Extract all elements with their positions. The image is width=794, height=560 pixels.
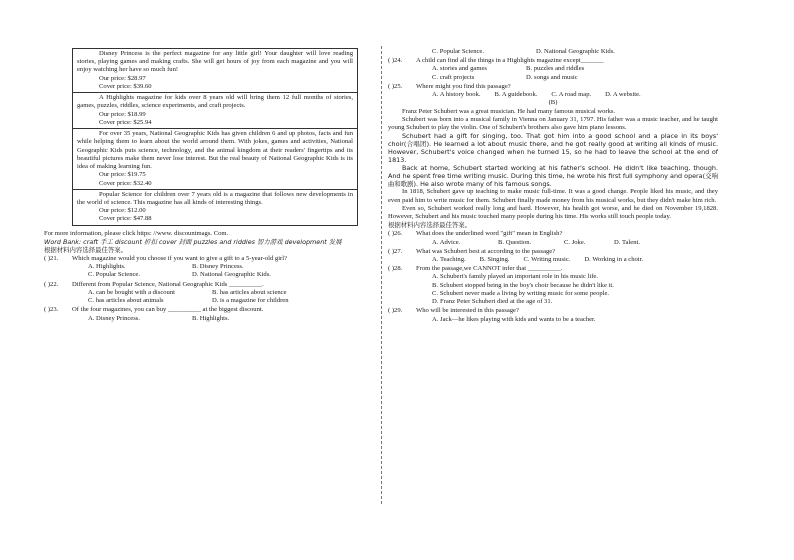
passage-b-label: (B): [548, 99, 558, 107]
cover-price: Cover price: $39.60: [99, 82, 152, 90]
question-number: ( )22.: [44, 280, 59, 288]
more-info: For more information, please click https: //www. discountmags. Com.: [44, 229, 229, 237]
option-c: C. Popular Science.: [432, 48, 485, 55]
instruction-b: 根据材料内容选择最佳答案。: [388, 221, 472, 230]
our-price: Our price: $28.97: [99, 74, 146, 82]
question-text: Where might you find this passage?: [416, 82, 511, 90]
question-number: ( )25.: [388, 82, 403, 90]
option-b: B. Disney Princess.: [192, 263, 244, 271]
left-column: [44, 48, 374, 323]
option-a: A. Advice.: [432, 238, 461, 246]
passage-paragraph: In 1818, Schubert gave up teaching to make music full-time. It was a good change. People liked his music, and they even paid him to write music for them. Schubert finally made money from his musical works, but they didn't make him rich.: [388, 188, 718, 204]
option-d: D. songs and music: [526, 73, 578, 81]
option-d: D. is a magazine for children: [212, 297, 289, 305]
option-c: C. Schubert never made a living by writing music for some people.: [432, 289, 610, 297]
question-text: Which magazine would you choose if you want to give a gift to a 5-year-old girl?: [72, 254, 288, 262]
option-d: D. National Geographic Kids.: [192, 271, 271, 279]
question-text: What was Schubert best at according to the passage?: [416, 247, 556, 255]
option-b: B. Singing.: [479, 255, 510, 263]
option-a: A. Highlights.: [88, 263, 126, 271]
column-divider: [381, 46, 382, 504]
option-b: B. puzzles and riddles: [526, 65, 585, 73]
option-c: C. A road map.: [551, 91, 592, 99]
question-number: ( )23.: [44, 306, 59, 314]
ad-popular-science: [73, 190, 357, 225]
passage-paragraph: Franz Peter Schubert was a great musician. He had many famous musical works.: [402, 107, 616, 115]
question-27: [388, 248, 718, 264]
option-b: B. Question.: [498, 238, 532, 246]
cover-price: Cover price: $32.40: [99, 179, 152, 187]
question-number: ( )29.: [388, 307, 403, 315]
magazine-ads-table: [72, 48, 358, 226]
ad-text: Popular Science for children over 7 years old is a magazine that follows new developments in the world of science. This magazine has all kinds of interesting things.: [77, 190, 353, 206]
option-a: A. can be bought with a discount: [88, 288, 175, 296]
option-c: C. Popular Science.: [88, 271, 141, 279]
option-a: A. Disney Princess.: [88, 314, 141, 322]
question-text: What does the underlined word "gift" mean in English?: [416, 230, 563, 238]
option-d: D. National Geographic Kids.: [536, 48, 615, 55]
our-price: Our price: $18.99: [99, 110, 146, 118]
question-22: [44, 281, 374, 306]
ad-disney: [73, 49, 357, 93]
instruction: 根据材料内容选择最佳答案。: [44, 245, 128, 254]
option-d: D. Working in a choir.: [584, 255, 644, 263]
option-b: B. A guidebook.: [494, 91, 538, 99]
question-text: Different from Popular Science, National Geographic Kids __________.: [72, 280, 264, 288]
question-text: A child can find all the things in a Highlights magazine except_______: [416, 57, 604, 65]
question-number: ( )24.: [388, 57, 403, 65]
option-a: A. Jack—he likes playing with kids and wants to be a teacher.: [432, 315, 596, 323]
option-d: D. Franz Peter Schubert died at the age of 31.: [432, 298, 553, 306]
passage-paragraph: Even so, Schubert worked really long and hard. However, his health got worse, and he died on November 19,1828. However, Schubert and his music touched many people during his time. His works still touch people today.: [388, 204, 718, 221]
our-price: Our price: $19.75: [99, 171, 146, 179]
question-26: [388, 230, 718, 246]
question-number: ( )27.: [388, 247, 403, 255]
option-a: A. Teaching.: [432, 255, 466, 263]
question-text: Of the four magazines, you can buy __________ at the biggest discount.: [72, 306, 264, 314]
question-text: From the passage,we CANNOT infer that __________.: [416, 265, 563, 273]
ad-text: Disney Princess is the perfect magazine for any little girl! Your daughter will love reading stories, playing games and making crafts. She will get hours of joy from each magazine and you will enjoy watching her have so much fun!: [77, 50, 353, 74]
our-price: Our price: $12.00: [99, 207, 146, 215]
question-number: ( )26.: [388, 230, 403, 238]
question-25: [388, 83, 718, 99]
option-d: D. Talent.: [614, 238, 640, 246]
question-21: [44, 255, 374, 280]
option-a: A. stories and games: [432, 65, 487, 73]
option-b: B. Highlights.: [192, 314, 230, 322]
question-24: [388, 57, 718, 82]
option-c: C. craft projects: [432, 73, 475, 81]
question-23-continued: [388, 48, 718, 56]
question-29: [388, 307, 718, 323]
option-c: C. Writing music.: [523, 255, 571, 263]
ad-highlights: [73, 93, 357, 129]
question-number: ( )21.: [44, 254, 59, 262]
option-a: A. Schubert's family played an important role in his music life.: [432, 273, 598, 281]
right-column: [388, 48, 718, 324]
question-28: [388, 265, 718, 306]
option-c: C. has articles about animals: [88, 297, 164, 305]
option-b: B. has articles about science: [212, 288, 287, 296]
ad-text: A Highlights magazine for kids over 8 years old will bring them 12 full months of stories, games, puzzles, riddles, science experiments, and craft projects.: [77, 94, 353, 110]
passage-paragraph: Back at home, Schubert started working at his father's school. He didn't like teaching, though. And he spent free time writing music. During this time, he wrote his first full symphony and opera(交响曲和歌剧). He also wrote many of his famous songs.: [388, 164, 718, 189]
option-b: B. Schubert stopped being in the boy's choir because he didn't like it.: [432, 281, 614, 289]
word-bank: Word Bank: craft 手工 discount 折扣 cover 封面 puzzles and riddles 智力游戏 development 发展: [44, 237, 342, 246]
passage-paragraph: Schubert had a gift for singing, too. That got him into a good school and a place in its boys' choir(合唱团). He learned a lot about music there, and he got really good at writing all kinds of music. However, Schubert's voice changed when he turned 15, so he had to leave the school at the end of 1813.: [388, 132, 718, 165]
option-a: A. A history book.: [432, 91, 481, 99]
ad-text: For over 35 years, National Geographic Kids has given children 6 and up photos, facts and fun while helping them to learn about the world around them. With jokes, games and activities, National Geographic Kids puts science, technology, and the animal kingdom at their readers' fingertips and its beautiful pictures make them never lose interest. But the real beauty of National Geographic Kids is its idea of making learning fun.: [77, 130, 353, 171]
option-c: C. Joke.: [564, 238, 586, 246]
ad-national-geographic: [73, 129, 357, 190]
question-number: ( )28.: [388, 265, 403, 273]
question-23: [44, 306, 374, 322]
option-d: D. A website.: [605, 91, 641, 99]
passage-paragraph: Schubert was born into a musical family in Vienna on January 31, 1797. His father was a music teacher, and he taught young Schubert to play the violin. One of Schubert's brothers also gave him piano lessons.: [388, 115, 718, 132]
question-text: Who will be interested in this passage?: [416, 307, 519, 315]
cover-price: Cover price: $25.94: [99, 118, 152, 126]
cover-price: Cover price: $47.88: [99, 215, 152, 223]
